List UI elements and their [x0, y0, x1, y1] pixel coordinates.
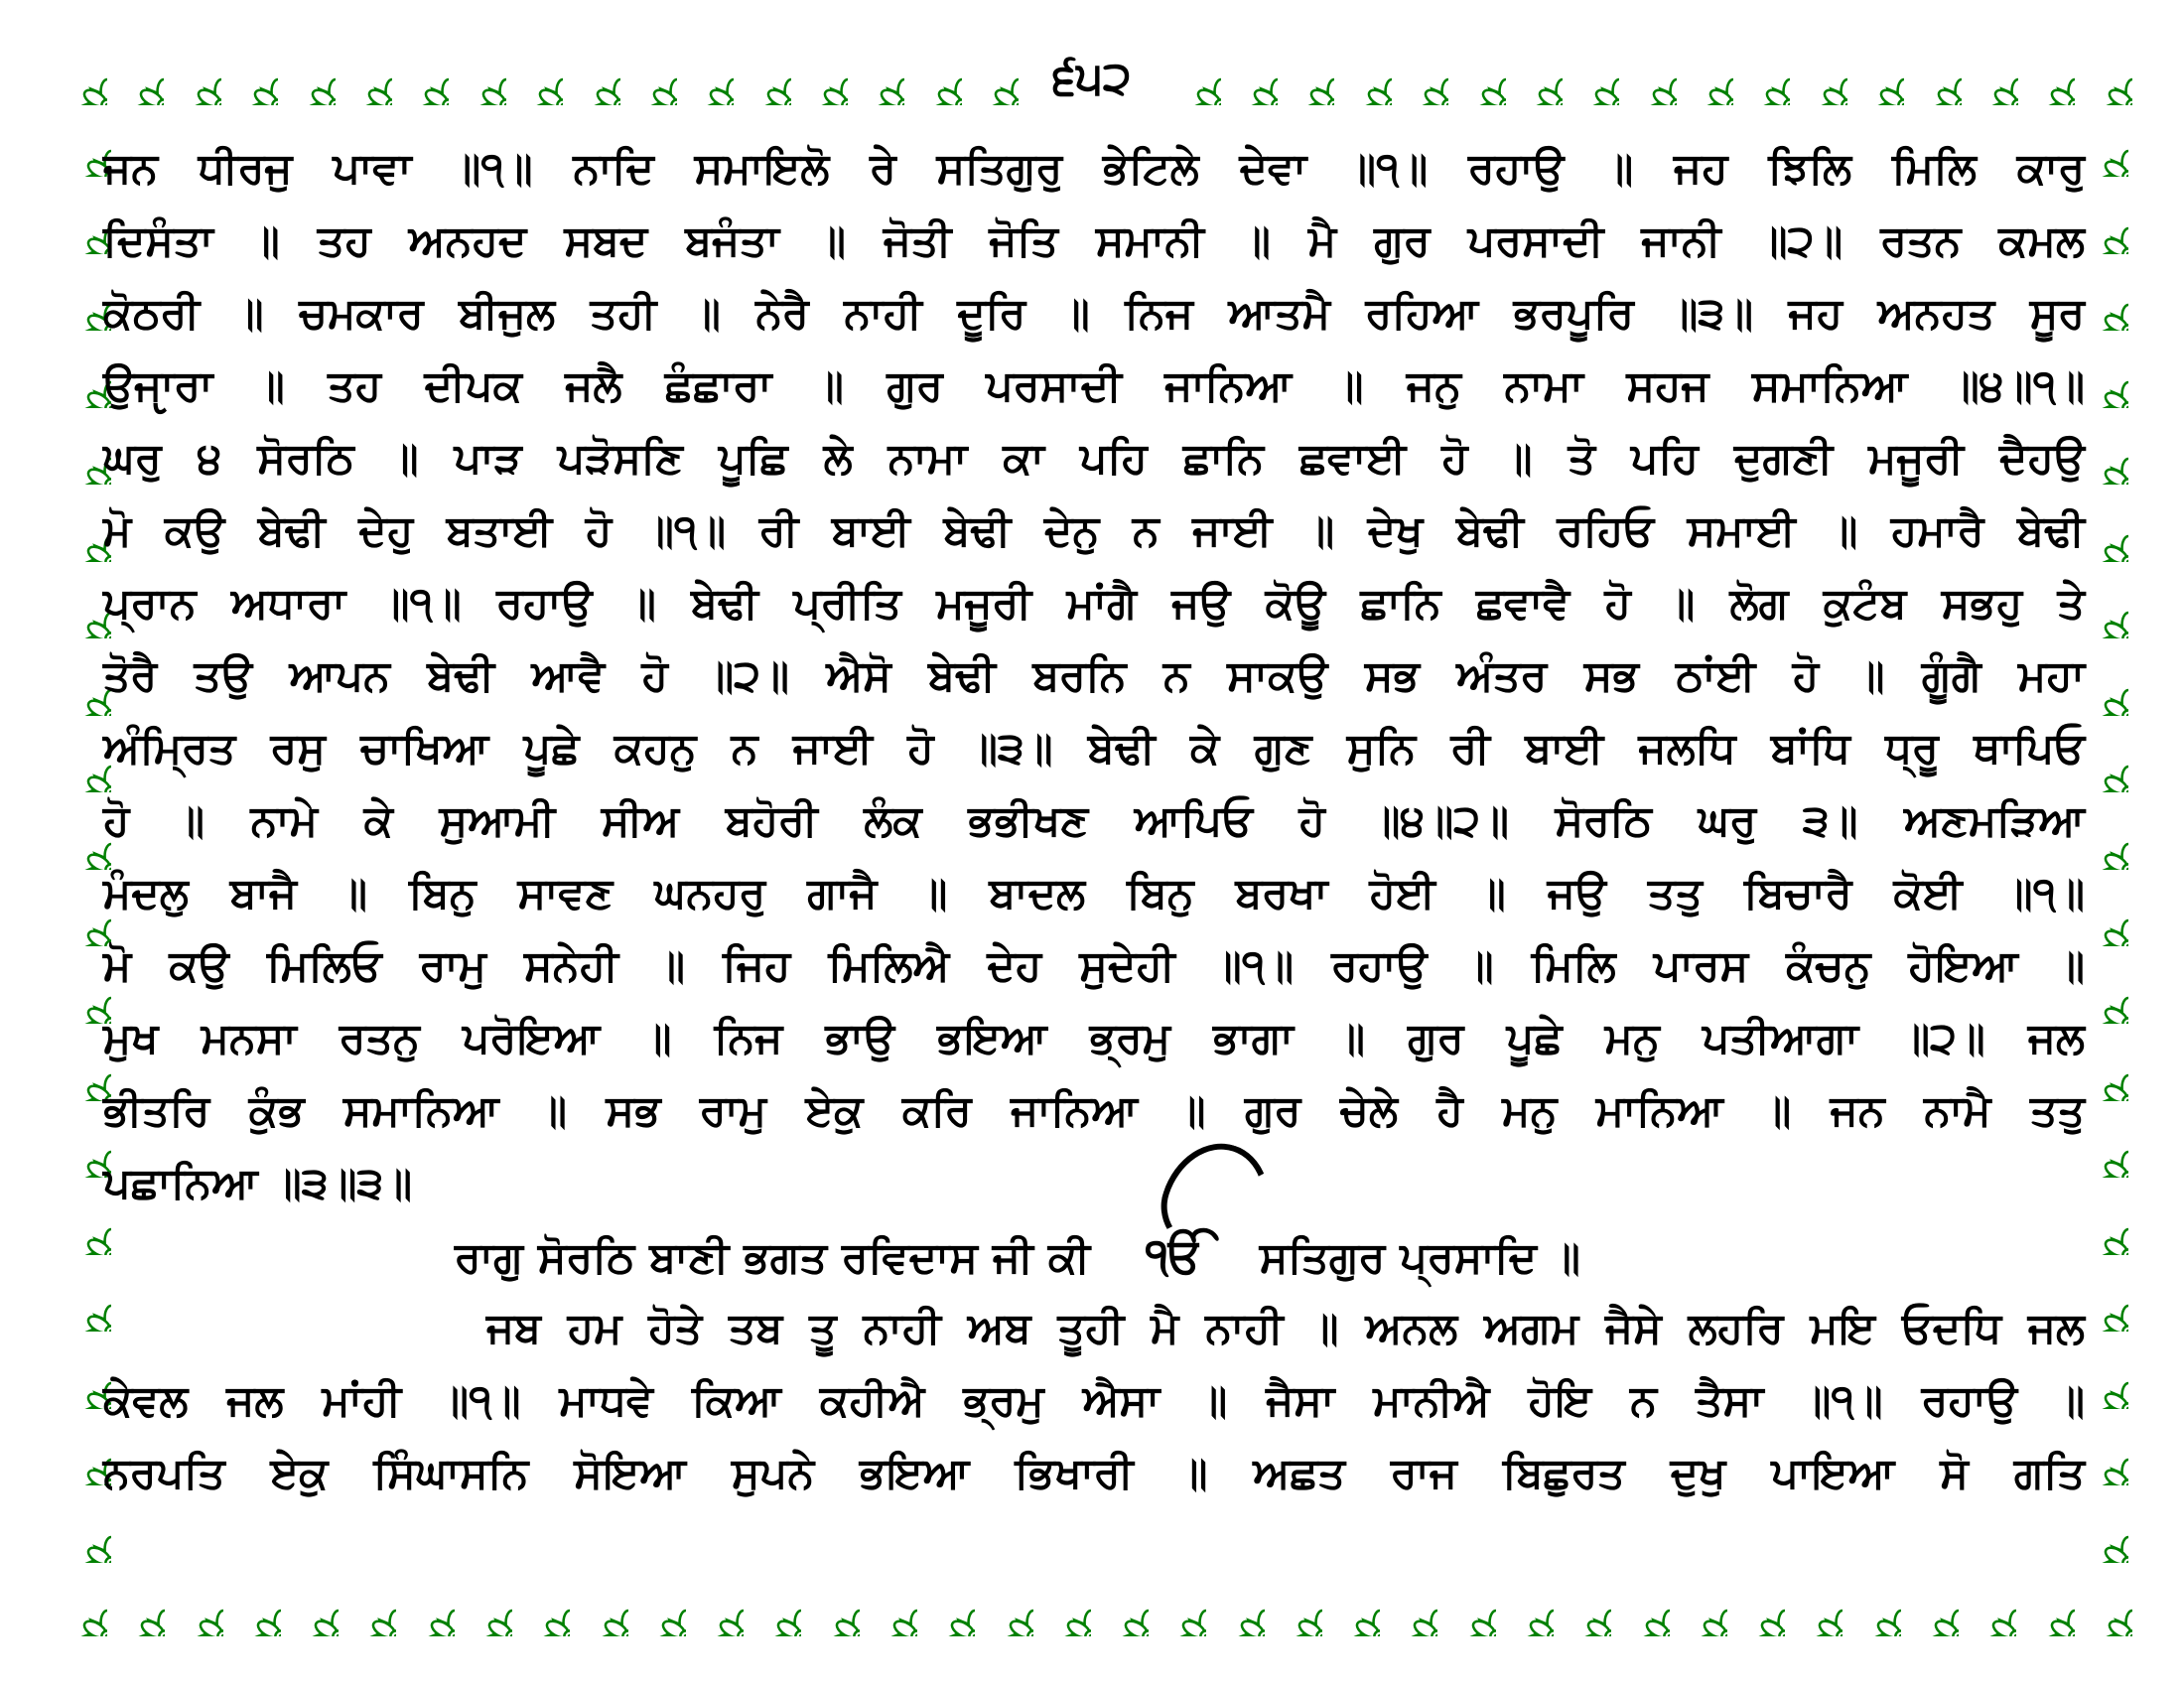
flower-ornament-icon [1845, 1581, 1901, 1636]
flower-ornament-icon [56, 1507, 111, 1563]
scripture-line: ਜਬ ਹਮ ਹੋਤੇ ਤਬ ਤੂ ਨਾਹੀ ਅਬ ਤੂਹੀ ਮੈ ਨਾਹੀ ॥ ਅਨਲ ਅਗਮ ਜੈਸੇ ਲਹਰਿ ਮਇ ਓਦਧਿ ਜਲ [486, 1304, 2085, 1353]
flower-ornament-icon [1324, 1581, 1380, 1636]
flower-ornament-icon [1903, 1581, 1959, 1636]
flower-ornament-icon [1848, 50, 1904, 105]
scripture-line: ਭੀਤਰਿ ਕੁੰਭ ਸਮਾਨਿਆ ॥ ਸਭ ਰਾਮੁ ਏਕੁ ਕਰਿ ਜਾਨਿਆ ॥ ਗੁਰ ਚੇਲੇ ਹੈ ਮਨੁ ਮਾਨਿਆ ॥ ਜਨ ਨਾਮੈ ਤਤੁ [103, 1086, 2085, 1136]
flower-ornament-icon [792, 50, 848, 105]
raga-title: ਰਾਗੁ ਸੋਰਠਿ ਬਾਣੀ ਭਗਤ ਰਵਿਦਾਸ ਜੀ ਕੀ [455, 1233, 1091, 1283]
scripture-line: ਪਛਾਨਿਆ ॥੩॥੩॥ [103, 1159, 413, 1208]
ik-onkar-symbol: ੴ [1146, 1220, 1204, 1293]
flower-ornament-icon [166, 50, 221, 105]
flower-ornament-icon [109, 1581, 165, 1636]
flower-ornament-icon [52, 1581, 107, 1636]
flower-ornament-icon [225, 1581, 281, 1636]
flower-ornament-icon [2073, 1507, 2128, 1563]
flower-ornament-icon [1792, 50, 1847, 105]
flower-ornament-icon [1336, 50, 1392, 105]
flower-ornament-icon [1035, 1581, 1091, 1636]
border-bottom-run [52, 1581, 2132, 1636]
flower-ornament-icon [2019, 50, 2075, 105]
flower-ornament-icon [1729, 1581, 1785, 1636]
scripture-line: ਮੋ ਕਉ ਬੇਢੀ ਦੇਹੁ ਬਤਾਈ ਹੋ ॥੧॥ ਰੀ ਬਾਈ ਬੇਢੀ ਦੇਨੁ ਨ ਜਾਈ ॥ ਦੇਖੁ ਬੇਢੀ ਰਹਿਓ ਸਮਾਈ ॥ ਹਮਾਰੈ ਬੇਢੀ [103, 506, 2085, 556]
raga-heading-line [103, 1220, 2085, 1293]
flower-ornament-icon [1614, 1581, 1670, 1636]
scripture-line: ਦਿਸੰਤਾ ॥ ਤਹ ਅਨਹਦ ਸਬਦ ਬਜੰਤਾ ॥ ਜੋਤੀ ਜੋਤਿ ਸਮਾਨੀ ॥ ਮੈ ਗੁਰ ਪਰਸਾਦੀ ਜਾਨੀ ॥੨॥ ਰਤਨ ਕਮਲ [103, 216, 2085, 266]
flower-ornament-icon [1672, 1581, 1727, 1636]
flower-ornament-icon [1222, 50, 1278, 105]
flower-ornament-icon [565, 50, 620, 105]
flower-ornament-icon [1961, 1581, 2016, 1636]
flower-ornament-icon [2077, 1581, 2132, 1636]
scripture-line: ਤੋਰੈ ਤਉ ਆਪਨ ਬੇਢੀ ਆਵੈ ਹੋ ॥੨॥ ਐਸੋ ਬੇਢੀ ਬਰਨਿ ਨ ਸਾਕਉ ਸਭ ਅੰਤਰ ਸਭ ਠਾਂਈ ਹੋ ॥ ਗੂੰਗੈ ਮਹਾ [103, 651, 2085, 701]
scripture-line: ਨਰਪਤਿ ਏਕੁ ਸਿੰਘਾਸਨਿ ਸੋਇਆ ਸੁਪਨੇ ਭਇਆ ਭਿਖਾਰੀ ॥ ਅਛਤ ਰਾਜ ਬਿਛੁਰਤ ਦੁਖੁ ਪਾਇਆ ਸੋ ਗਤਿ [103, 1449, 2085, 1498]
flower-ornament-icon [1393, 50, 1448, 105]
flower-ornament-icon [963, 50, 1019, 105]
flower-ornament-icon [746, 1581, 801, 1636]
flower-ornament-icon [507, 50, 563, 105]
scripture-line: ਜਨ ਧੀਰਜੁ ਪਾਵਾ ॥੧॥ ਨਾਦਿ ਸਮਾਇਲੋ ਰੇ ਸਤਿਗੁਰੁ ਭੇਟਿਲੇ ਦੇਵਾ ॥੧॥ ਰਹਾਉ ॥ ਜਹ ਝਿਲਿ ਮਿਲਿ ਕਾਰੁ [103, 144, 2085, 194]
border-bottom [52, 1571, 2132, 1646]
flower-ornament-icon [1382, 1581, 1437, 1636]
flower-ornament-icon [337, 50, 392, 105]
flower-ornament-icon [919, 1581, 975, 1636]
flower-ornament-icon [168, 1581, 223, 1636]
flower-ornament-icon [978, 1581, 1033, 1636]
scripture-line: ਮੁਖ ਮਨਸਾ ਰਤਨੁ ਪਰੋਇਆ ॥ ਨਿਜ ਭਾਉ ਭਇਆ ਭ੍ਰਮੁ ਭਾਗਾ ॥ ਗੁਰ ਪੂਛੇ ਮਨੁ ਪਤੀਆਗਾ ॥੨॥ ਜਲ [103, 1014, 2085, 1063]
flower-ornament-icon [849, 50, 904, 105]
flower-ornament-icon [1787, 1581, 1843, 1636]
flower-ornament-icon [514, 1581, 570, 1636]
scripture-line: ਮੰਦਲੁ ਬਾਜੈ ॥ ਬਿਨੁ ਸਾਵਣ ਘਨਹਰੁ ਗਾਜੈ ॥ ਬਾਦਲ ਬਿਨੁ ਬਰਖਾ ਹੋਈ ॥ ਜਉ ਤਤੁ ਬਿਚਾਰੈ ਕੋਈ ॥੧॥ [103, 869, 2085, 918]
flower-ornament-icon [678, 50, 734, 105]
flower-ornament-icon [2019, 1581, 2075, 1636]
flower-ornament-icon [1209, 1581, 1265, 1636]
scripture-line: ਉਜੵਾਰਾ ॥ ਤਹ ਦੀਪਕ ਜਲੈ ਛੰਛਾਰਾ ॥ ਗੁਰ ਪਰਸਾਦੀ ਜਾਨਿਆ ॥ ਜਨੁ ਨਾਮਾ ਸਹਜ ਸਮਾਨਿਆ ॥੪॥੧॥ [103, 361, 2085, 411]
scripture-line: ਕੇਵਲ ਜਲ ਮਾਂਹੀ ॥੧॥ ਮਾਧਵੇ ਕਿਆ ਕਹੀਐ ਭ੍ਰਮੁ ਐਸਾ ॥ ਜੈਸਾ ਮਾਨੀਐ ਹੋਇ ਨ ਤੈਸਾ ॥੧॥ ਰਹਾਉ ॥ [103, 1376, 2085, 1426]
flower-ornament-icon [2077, 50, 2132, 105]
flower-ornament-icon [1564, 50, 1619, 105]
flower-ornament-icon [108, 50, 164, 105]
flower-ornament-icon [1498, 1581, 1554, 1636]
flower-ornament-icon [1906, 50, 1962, 105]
flower-ornament-icon [1279, 50, 1334, 105]
flower-ornament-icon [1267, 1581, 1322, 1636]
scripture-line: ਮੋ ਕਉ ਮਿਲਿਓ ਰਾਮੁ ਸਨੇਹੀ ॥ ਜਿਹ ਮਿਲਿਐ ਦੇਹ ਸੁਦੇਹੀ ॥੧॥ ਰਹਾਉ ॥ ਮਿਲਿ ਪਾਰਸ ਕੰਚਨੁ ਹੋਇਆ ॥ [103, 941, 2085, 991]
flower-ornament-icon [630, 1581, 686, 1636]
flower-ornament-icon [451, 50, 506, 105]
flower-ornament-icon [862, 1581, 917, 1636]
flower-ornament-icon [52, 50, 107, 105]
flower-ornament-icon [393, 50, 449, 105]
border-top [52, 40, 2132, 115]
flower-ornament-icon [1678, 50, 1733, 105]
flower-ornament-icon [1165, 50, 1221, 105]
flower-ornament-icon [1440, 1581, 1496, 1636]
flower-ornament-icon [1556, 1581, 1611, 1636]
scripture-text-block [103, 133, 2085, 1510]
flower-ornament-icon [1734, 50, 1790, 105]
scripture-line: ਘਰੁ ੪ ਸੋਰਠਿ ॥ ਪਾੜ ਪੜੋਸਣਿ ਪੂਛਿ ਲੇ ਨਾਮਾ ਕਾ ਪਹਿ ਛਾਨਿ ਛਵਾਈ ਹੋ ॥ ਤੋ ਪਹਿ ਦੁਗਣੀ ਮਜੂਰੀ ਦੈਹਉ [103, 434, 2085, 484]
flower-ornament-icon [222, 50, 278, 105]
flower-ornament-icon [1507, 50, 1563, 105]
flower-ornament-icon [1450, 50, 1506, 105]
scripture-line: ਅੰਮ੍ਰਿਤ ਰਸੁ ਚਾਖਿਆ ਪੂਛੇ ਕਹਨੁ ਨ ਜਾਈ ਹੋ ॥੩॥ ਬੇਢੀ ਕੇ ਗੁਣ ਸੁਨਿ ਰੀ ਬਾਈ ਜਲਧਿ ਬਾਂਧਿ ਧ੍ਰੂ ਥਾਪਿਓ [103, 724, 2085, 774]
flower-ornament-icon [341, 1581, 396, 1636]
flower-ornament-icon [1963, 50, 2018, 105]
flower-ornament-icon [283, 1581, 339, 1636]
flower-ornament-icon [457, 1581, 512, 1636]
flower-ornament-icon [804, 1581, 860, 1636]
flower-ornament-icon [736, 50, 791, 105]
flower-ornament-icon [906, 50, 962, 105]
flower-ornament-icon [1093, 1581, 1149, 1636]
border-top-right-run [1165, 50, 2132, 105]
page-number: ੬੫੨ [1052, 51, 1132, 104]
scripture-line: ਹੋ ॥ ਨਾਮੇ ਕੇ ਸੁਆਮੀ ਸੀਅ ਬਹੋਰੀ ਲੰਕ ਭਭੀਖਣ ਆਪਿਓ ਹੋ ॥੪॥੨॥ ਸੋਰਠਿ ਘਰੁ ੩॥ ਅਣਮੜਿਆ [103, 796, 2085, 846]
flower-ornament-icon [621, 50, 677, 105]
flower-ornament-icon [688, 1581, 744, 1636]
flower-ornament-icon [280, 50, 336, 105]
border-top-left-run [52, 50, 1019, 105]
flower-ornament-icon [573, 1581, 628, 1636]
flower-ornament-icon [1621, 50, 1677, 105]
mangal-invocation: ਸਤਿਗੁਰ ਪ੍ਰਸਾਦਿ ॥ [1259, 1233, 1580, 1283]
flower-ornament-icon [1151, 1581, 1206, 1636]
flower-ornament-icon [399, 1581, 455, 1636]
scripture-line: ਪ੍ਰਾਨ ਅਧਾਰਾ ॥੧॥ ਰਹਾਉ ॥ ਬੇਢੀ ਪ੍ਰੀਤਿ ਮਜੂਰੀ ਮਾਂਗੈ ਜਉ ਕੋਊ ਛਾਨਿ ਛਵਾਵੈ ਹੋ ॥ ਲੋਗ ਕੁਟੰਬ ਸਭਹੁ ਤੇ [103, 579, 2085, 629]
scripture-line: ਕੋਠਰੀ ॥ ਚਮਕਾਰ ਬੀਜੁਲ ਤਹੀ ॥ ਨੇਰੈ ਨਾਹੀ ਦੂਰਿ ॥ ਨਿਜ ਆਤਮੈ ਰਹਿਆ ਭਰਪੂਰਿ ॥੩॥ ਜਹ ਅਨਹਤ ਸੂਰ [103, 289, 2085, 339]
